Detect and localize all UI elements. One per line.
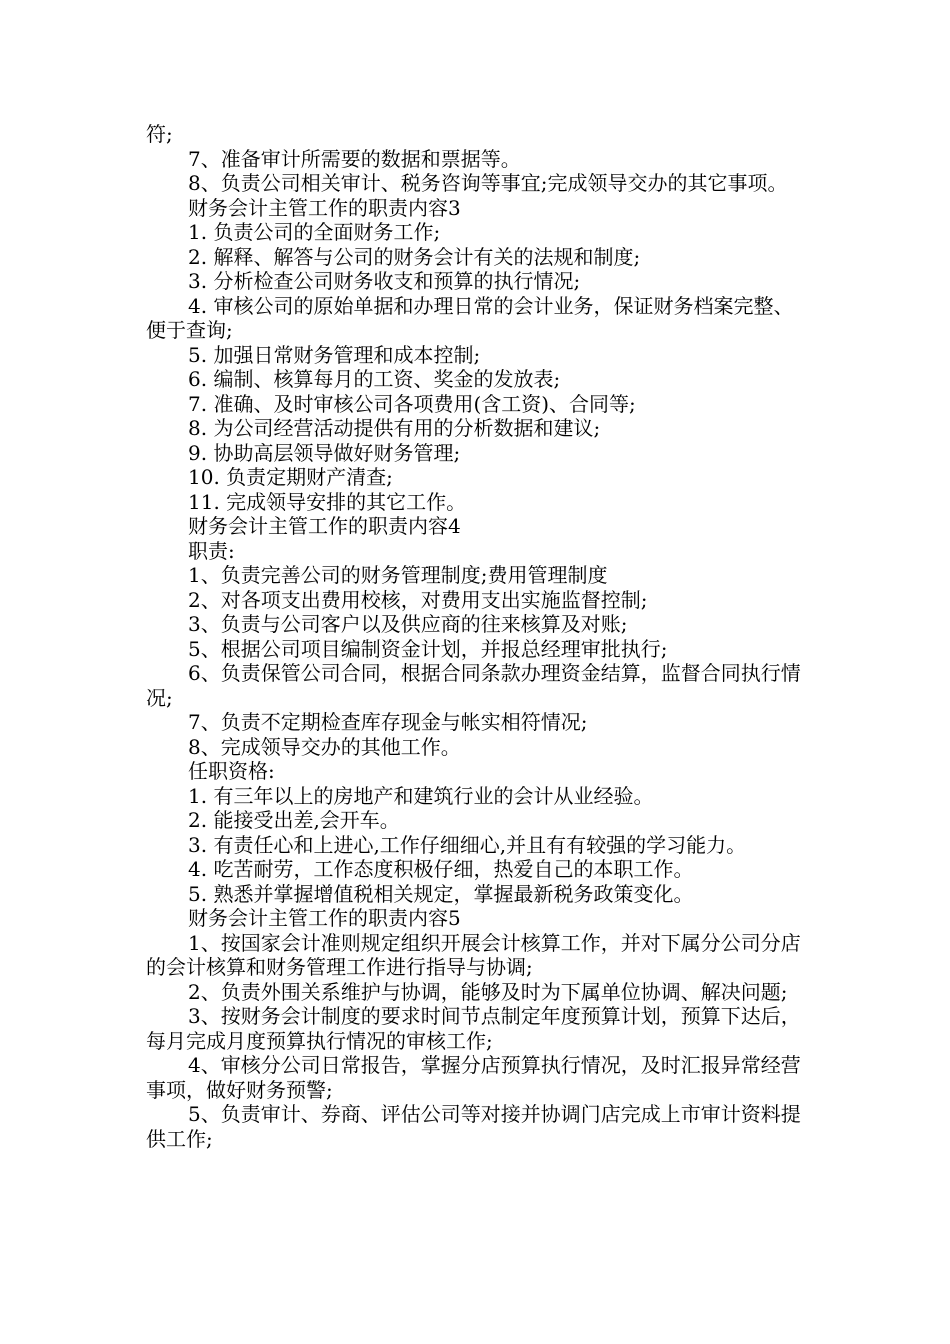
paragraph: 7. 准确、及时审核公司各项费用(含工资)、合同等;: [188, 391, 636, 416]
section-heading: 财务会计主管工作的职责内容5: [188, 906, 461, 930]
document-body: [146, 122, 810, 1151]
paragraph: 3、按财务会计制度的要求时间节点制定年度预算计划，预算下达后，每月完成月度预算执行情况的审核工作;: [146, 1004, 801, 1053]
paragraph: 10. 负责定期财产清查;: [188, 465, 393, 489]
paragraph: 11. 完成领导安排的其它工作。: [188, 489, 467, 514]
section-heading: 财务会计主管工作的职责内容4: [188, 514, 461, 538]
paragraph: 1. 有三年以上的房地产和建筑行业的会计从业经验。: [188, 783, 654, 808]
paragraph: 5、负责审计、券商、评估公司等对接并协调门店完成上市审计资料提供工作;: [146, 1102, 801, 1151]
subheading: 职责:: [188, 538, 235, 563]
paragraph: 5. 熟悉并掌握增值税相关规定，掌握最新税务政策变化。: [188, 881, 694, 906]
paragraph: 7、负责不定期检查库存现金与帐实相符情况;: [188, 710, 588, 734]
paragraph: 5. 加强日常财务管理和成本控制;: [188, 342, 481, 367]
paragraph: 3. 分析检查公司财务收支和预算的执行情况;: [188, 269, 581, 293]
paragraph: 3、负责与公司客户以及供应商的往来核算及对账;: [188, 612, 628, 636]
paragraph: 1、负责完善公司的财务管理制度;费用管理制度: [188, 563, 608, 587]
paragraph: 9. 协助高层领导做好财务管理;: [188, 440, 461, 465]
paragraph: 3. 有责任心和上进心,工作仔细细心,并且有有较强的学习能力。: [188, 832, 747, 857]
paragraph: 8、完成领导交办的其他工作。: [188, 734, 461, 759]
paragraph: 4. 吃苦耐劳，工作态度积极仔细，热爱自己的本职工作。: [188, 857, 694, 881]
subheading: 任职资格:: [188, 759, 275, 783]
paragraph: 2、对各项支出费用校核，对费用支出实施监督控制;: [188, 587, 648, 612]
paragraph: 6. 编制、核算每月的工资、奖金的发放表;: [188, 367, 561, 391]
paragraph: 1、按国家会计准则规定组织开展会计核算工作，并对下属分公司分店的会计核算和财务管理工作进行指导与协调;: [146, 930, 801, 979]
paragraph: 4. 审核公司的原始单据和办理日常的会计业务，保证财务档案完整、便于查询;: [146, 293, 794, 342]
paragraph: 符;: [146, 122, 173, 146]
paragraph: 7、准备审计所需要的数据和票据等。: [188, 146, 521, 171]
section-heading: 财务会计主管工作的职责内容3: [188, 195, 461, 220]
paragraph: 8. 为公司经营活动提供有用的分析数据和建议;: [188, 416, 601, 440]
paragraph: 6、负责保管公司合同，根据合同条款办理资金结算，监督合同执行情况;: [146, 661, 801, 710]
paragraph: 2. 解释、解答与公司的财务会计有关的法规和制度;: [188, 244, 641, 269]
paragraph: 1. 负责公司的全面财务工作;: [188, 220, 441, 244]
paragraph: 2、负责外围关系维护与协调，能够及时为下属单位协调、解决问题;: [188, 979, 788, 1004]
paragraph: 5、根据公司项目编制资金计划，并报总经理审批执行;: [188, 636, 668, 661]
paragraph: 2. 能接受出差,会开车。: [188, 808, 400, 832]
paragraph: 8、负责公司相关审计、税务咨询等事宜;完成领导交办的其它事项。: [188, 171, 788, 195]
paragraph: 4、审核分公司日常报告，掌握分店预算执行情况，及时汇报异常经营事项，做好财务预警;: [146, 1053, 801, 1102]
